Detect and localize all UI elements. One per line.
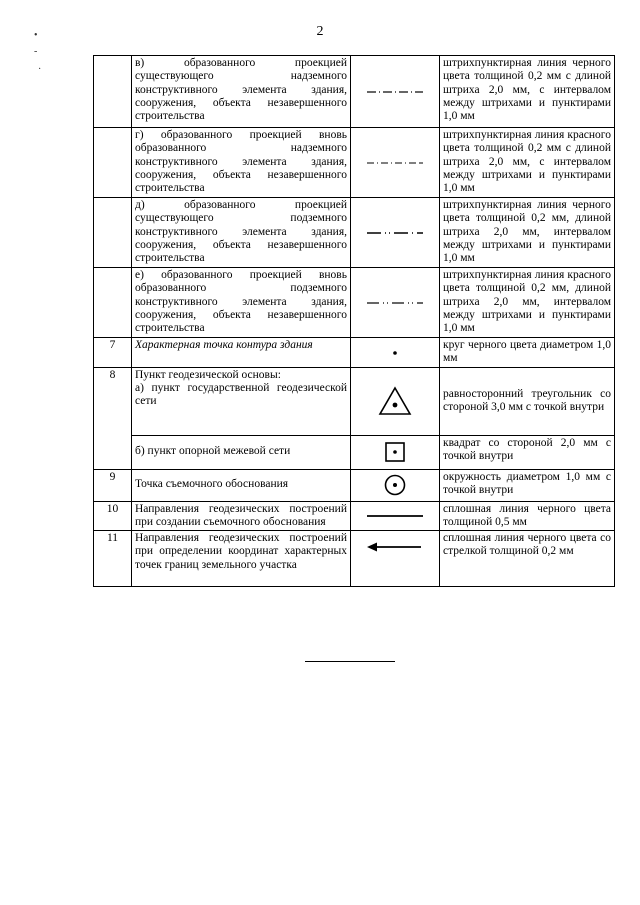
row-heading: Пункт геодезической основы: xyxy=(135,368,281,381)
table-row xyxy=(94,367,615,435)
dash-dot-dot-line-red-icon xyxy=(351,268,440,338)
row-description: б) пункт опорной межевой сети xyxy=(132,435,351,469)
circle-with-dot-icon xyxy=(351,469,440,501)
row-number: 11 xyxy=(94,531,132,587)
row-number: 7 xyxy=(94,338,132,368)
symbol-description: равносторонний треугольник со стороной 3,0 мм с точкой внутри xyxy=(440,367,615,435)
table-row xyxy=(94,268,615,338)
symbol-description: штрихпунктирная линия черного цвета толщиной 0,2 мм, длиной штриха 2,0 мм, интервалом между штрихами и пунктирами 1,0 мм xyxy=(440,198,615,268)
row-description: д) образованного проекцией существующего подземного конструктивного элемента здания, сооружения, объекта незавершенного строительства xyxy=(132,198,351,268)
row-description: Точка съемочного обоснования xyxy=(132,469,351,501)
arrow-left-icon xyxy=(351,531,440,587)
row-description: е) образованного проекцией вновь образованного подземного конструктивного элемента здания, сооружения, объекта незавершенного строительства xyxy=(132,268,351,338)
square-with-dot-icon xyxy=(351,435,440,469)
row-subitem: а) пункт государственной геодезической сети xyxy=(135,381,347,408)
row-number xyxy=(94,198,132,268)
row-description: Характерная точка контура здания xyxy=(132,338,351,368)
footnote-rule xyxy=(305,661,395,662)
dash-dot-line-black-icon xyxy=(351,56,440,128)
solid-line-icon xyxy=(351,501,440,531)
row-description xyxy=(132,367,351,435)
page-number: 2 xyxy=(316,24,324,39)
symbol-description: штрихпунктирная линия черного цвета толщиной 0,2 мм с длиной штриха 2,0 мм, с интервалом между штрихами и пунктирами 1,0 мм xyxy=(440,56,615,128)
row-number xyxy=(94,128,132,198)
row-number xyxy=(94,56,132,128)
row-number: 8 xyxy=(94,367,132,469)
table-row xyxy=(94,469,615,501)
row-description: в) образованного проекцией существующего надземного конструктивного элемента здания, сооружения, объекта незавершенного строительства xyxy=(132,56,351,128)
row-number: 10 xyxy=(94,501,132,531)
row-description: Направления геодезических построений при создании съемочного обоснования xyxy=(132,501,351,531)
table-row xyxy=(94,56,615,128)
row-description: Направления геодезических построений при определении координат характерных точек границ земельного участка xyxy=(132,531,351,587)
table-row xyxy=(94,198,615,268)
row-number xyxy=(94,268,132,338)
row-number: 9 xyxy=(94,469,132,501)
row-description: г) образованного проекцией вновь образованного надземного конструктивного элемента здания, сооружения, объекта незавершенного строительства xyxy=(132,128,351,198)
symbol-description: штрихпунктирная линия красного цвета толщиной 0,2 мм, длиной штриха 2,0 мм, интервалом между штрихами и пунктирами 1,0 мм xyxy=(440,268,615,338)
table-row xyxy=(94,435,615,469)
margin-mark: • xyxy=(34,30,38,41)
triangle-with-dot-icon xyxy=(351,367,440,435)
dash-dot-line-red-icon xyxy=(351,128,440,198)
symbols-table xyxy=(93,55,615,587)
table-row xyxy=(94,128,615,198)
margin-mark: - xyxy=(34,46,38,57)
symbol-description: квадрат со стороной 2,0 мм с точкой внутри xyxy=(440,435,615,469)
symbol-description: окружность диаметром 1,0 мм с точкой внутри xyxy=(440,469,615,501)
table-row xyxy=(94,531,615,587)
dash-dot-dot-line-black-icon xyxy=(351,198,440,268)
table-row xyxy=(94,338,615,368)
symbol-description: сплошная линия черного цвета толщиной 0,5 мм xyxy=(440,501,615,531)
table-row xyxy=(94,501,615,531)
margin-mark: · xyxy=(38,64,42,75)
symbol-description: штрихпунктирная линия красного цвета толщиной 0,2 мм с длиной штриха 2,0 мм, с интервалом между штрихами и пунктирами 1,0 мм xyxy=(440,128,615,198)
symbol-description: сплошная линия черного цвета со стрелкой толщиной 0,2 мм xyxy=(440,531,615,587)
dot-icon xyxy=(351,338,440,368)
symbol-description: круг черного цвета диаметром 1,0 мм xyxy=(440,338,615,368)
